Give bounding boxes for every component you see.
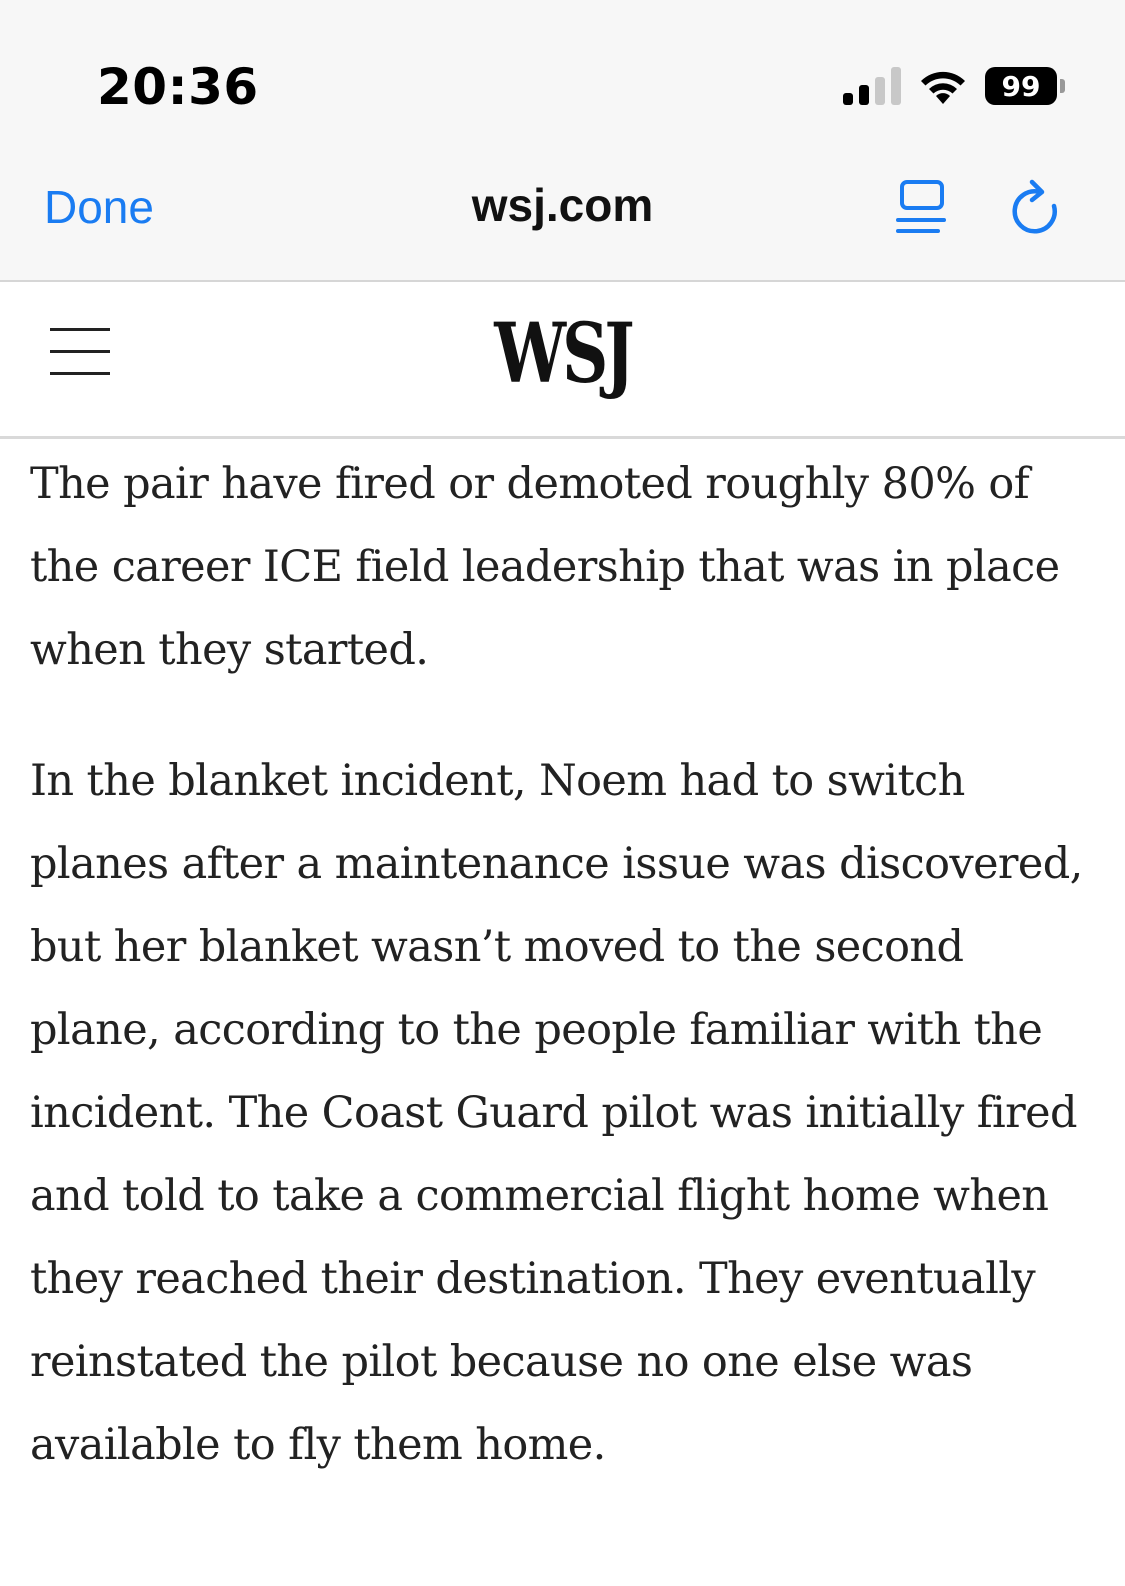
hamburger-menu-button[interactable]	[50, 326, 110, 378]
site-header	[0, 282, 1125, 439]
status-bar	[0, 0, 1125, 140]
done-button[interactable]: Done	[44, 181, 154, 233]
status-icons	[843, 66, 1065, 106]
reader-mode-button[interactable]	[896, 178, 952, 238]
battery-icon	[985, 67, 1065, 105]
reload-icon	[1008, 178, 1064, 238]
browser-nav-bar	[0, 140, 1125, 282]
battery-level: 99	[985, 67, 1057, 105]
article-paragraph-2: In the blanket incident, Noem had to switch planes after a maintenance issue was discovered, but her blanket wasn’t moved to the second plane, according to the people familiar with the incident. The Coast Guard pilot was initially fired and told to take a commercial flight home when they reached their destination. They eventually reinstated the pilot because no one else was available to fly them home.	[30, 756, 1083, 1470]
reload-button[interactable]	[1008, 178, 1064, 238]
article-body	[30, 360, 1100, 1535]
url-text[interactable]: wsj.com	[471, 179, 654, 231]
reader-mode-icon	[896, 178, 952, 238]
status-time: 20:36	[97, 58, 259, 116]
wifi-icon	[917, 66, 969, 106]
article-paragraph-1: The pair have fired or demoted roughly 80% of the career ICE field leadership that was in place when they started.	[30, 459, 1060, 675]
cellular-signal-icon	[843, 67, 901, 105]
wsj-logo[interactable]: WSJ	[494, 306, 631, 402]
